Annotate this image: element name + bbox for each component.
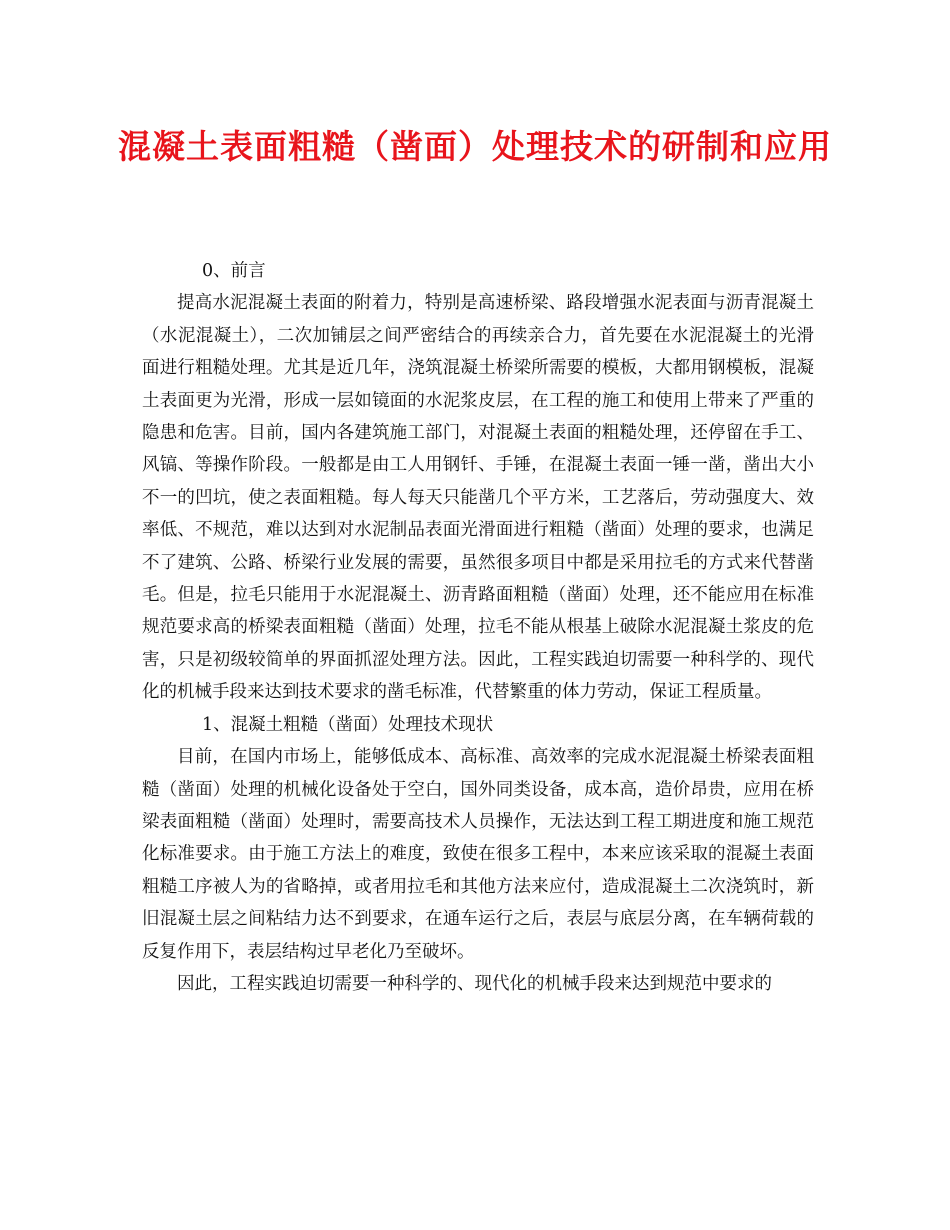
section-heading-preface: 0、前言 bbox=[202, 261, 266, 281]
paragraph-preface: 提高水泥混凝土表面的附着力，特别是高速桥梁、路段增强水泥表面与沥青混凝土（水泥混凝土），二次加铺层之间严密结合的再续亲合力，首先要在水泥混凝土的光滑面进行粗糙处理。尤其是近几年，浇筑混凝土桥梁所需要的模板，大都用钢模板，混凝土表面更为光滑，形成一层如镜面的水泥浆皮层，在工程的施工和使用上带来了严重的隐患和危害。目前，国内各建筑施工部门，对混凝土表面的粗糙处理，还停留在手工、风镐、等操作阶段。一般都是由工人用钢钎、手锤，在混凝土表面一锤一凿，凿出大小不一的凹坑，使之表面粗糙。每人每天只能凿几个平方米，工艺落后，劳动强度大、效率低、不规范，难以达到对水泥制品表面光滑面进行粗糙（凿面）处理的要求，也满足不了建筑、公路、桥梁行业发展的需要，虽然很多项目中都是采用拉毛的方式来代替凿毛。但是，拉毛只能用于水泥混凝土、沥青路面粗糙（凿面）处理，还不能应用在标准规范要求高的桥梁表面粗糙（凿面）处理，拉毛不能从根基上破除水泥混凝土浆皮的危害，只是初级较简单的界面抓涩处理方法。因此，工程实践迫切需要一种科学的、现代化的机械手段来达到技术要求的凿毛标准，代替繁重的体力劳动，保证工程质量。 bbox=[142, 293, 814, 703]
section-heading-status: 1、混凝土粗糙（凿面）处理技术现状 bbox=[202, 714, 494, 735]
paragraph-conclusion: 因此，工程实践迫切需要一种科学的、现代化的机械手段来达到规范中要求的 bbox=[177, 973, 772, 994]
paragraph-status: 目前，在国内市场上，能够低成本、高标准、高效率的完成水泥混凝土桥梁表面粗糙（凿面）处理的机械化设备处于空白，国外同类设备，成本高，造价昂贵，应用在桥梁表面粗糙（凿面）处理时，需要高技术人员操作，无法达到工程工期进度和施工规范化标准要求。由于施工方法上的难度，致使在很多工程中，本来应该采取的混凝土表面粗糙工序被人为的省略掉，或者用拉毛和其他方法来应付，造成混凝土二次浇筑时，新旧混凝土层之间粘结力达不到要求，在通车运行之后，表层与底层分离，在车辆荷载的反复作用下，表层结构过早老化乃至破坏。 bbox=[142, 747, 814, 962]
document-body bbox=[142, 255, 814, 1000]
document-title: 混凝土表面粗糙（凿面）处理技术的研制和应用 bbox=[118, 127, 832, 166]
